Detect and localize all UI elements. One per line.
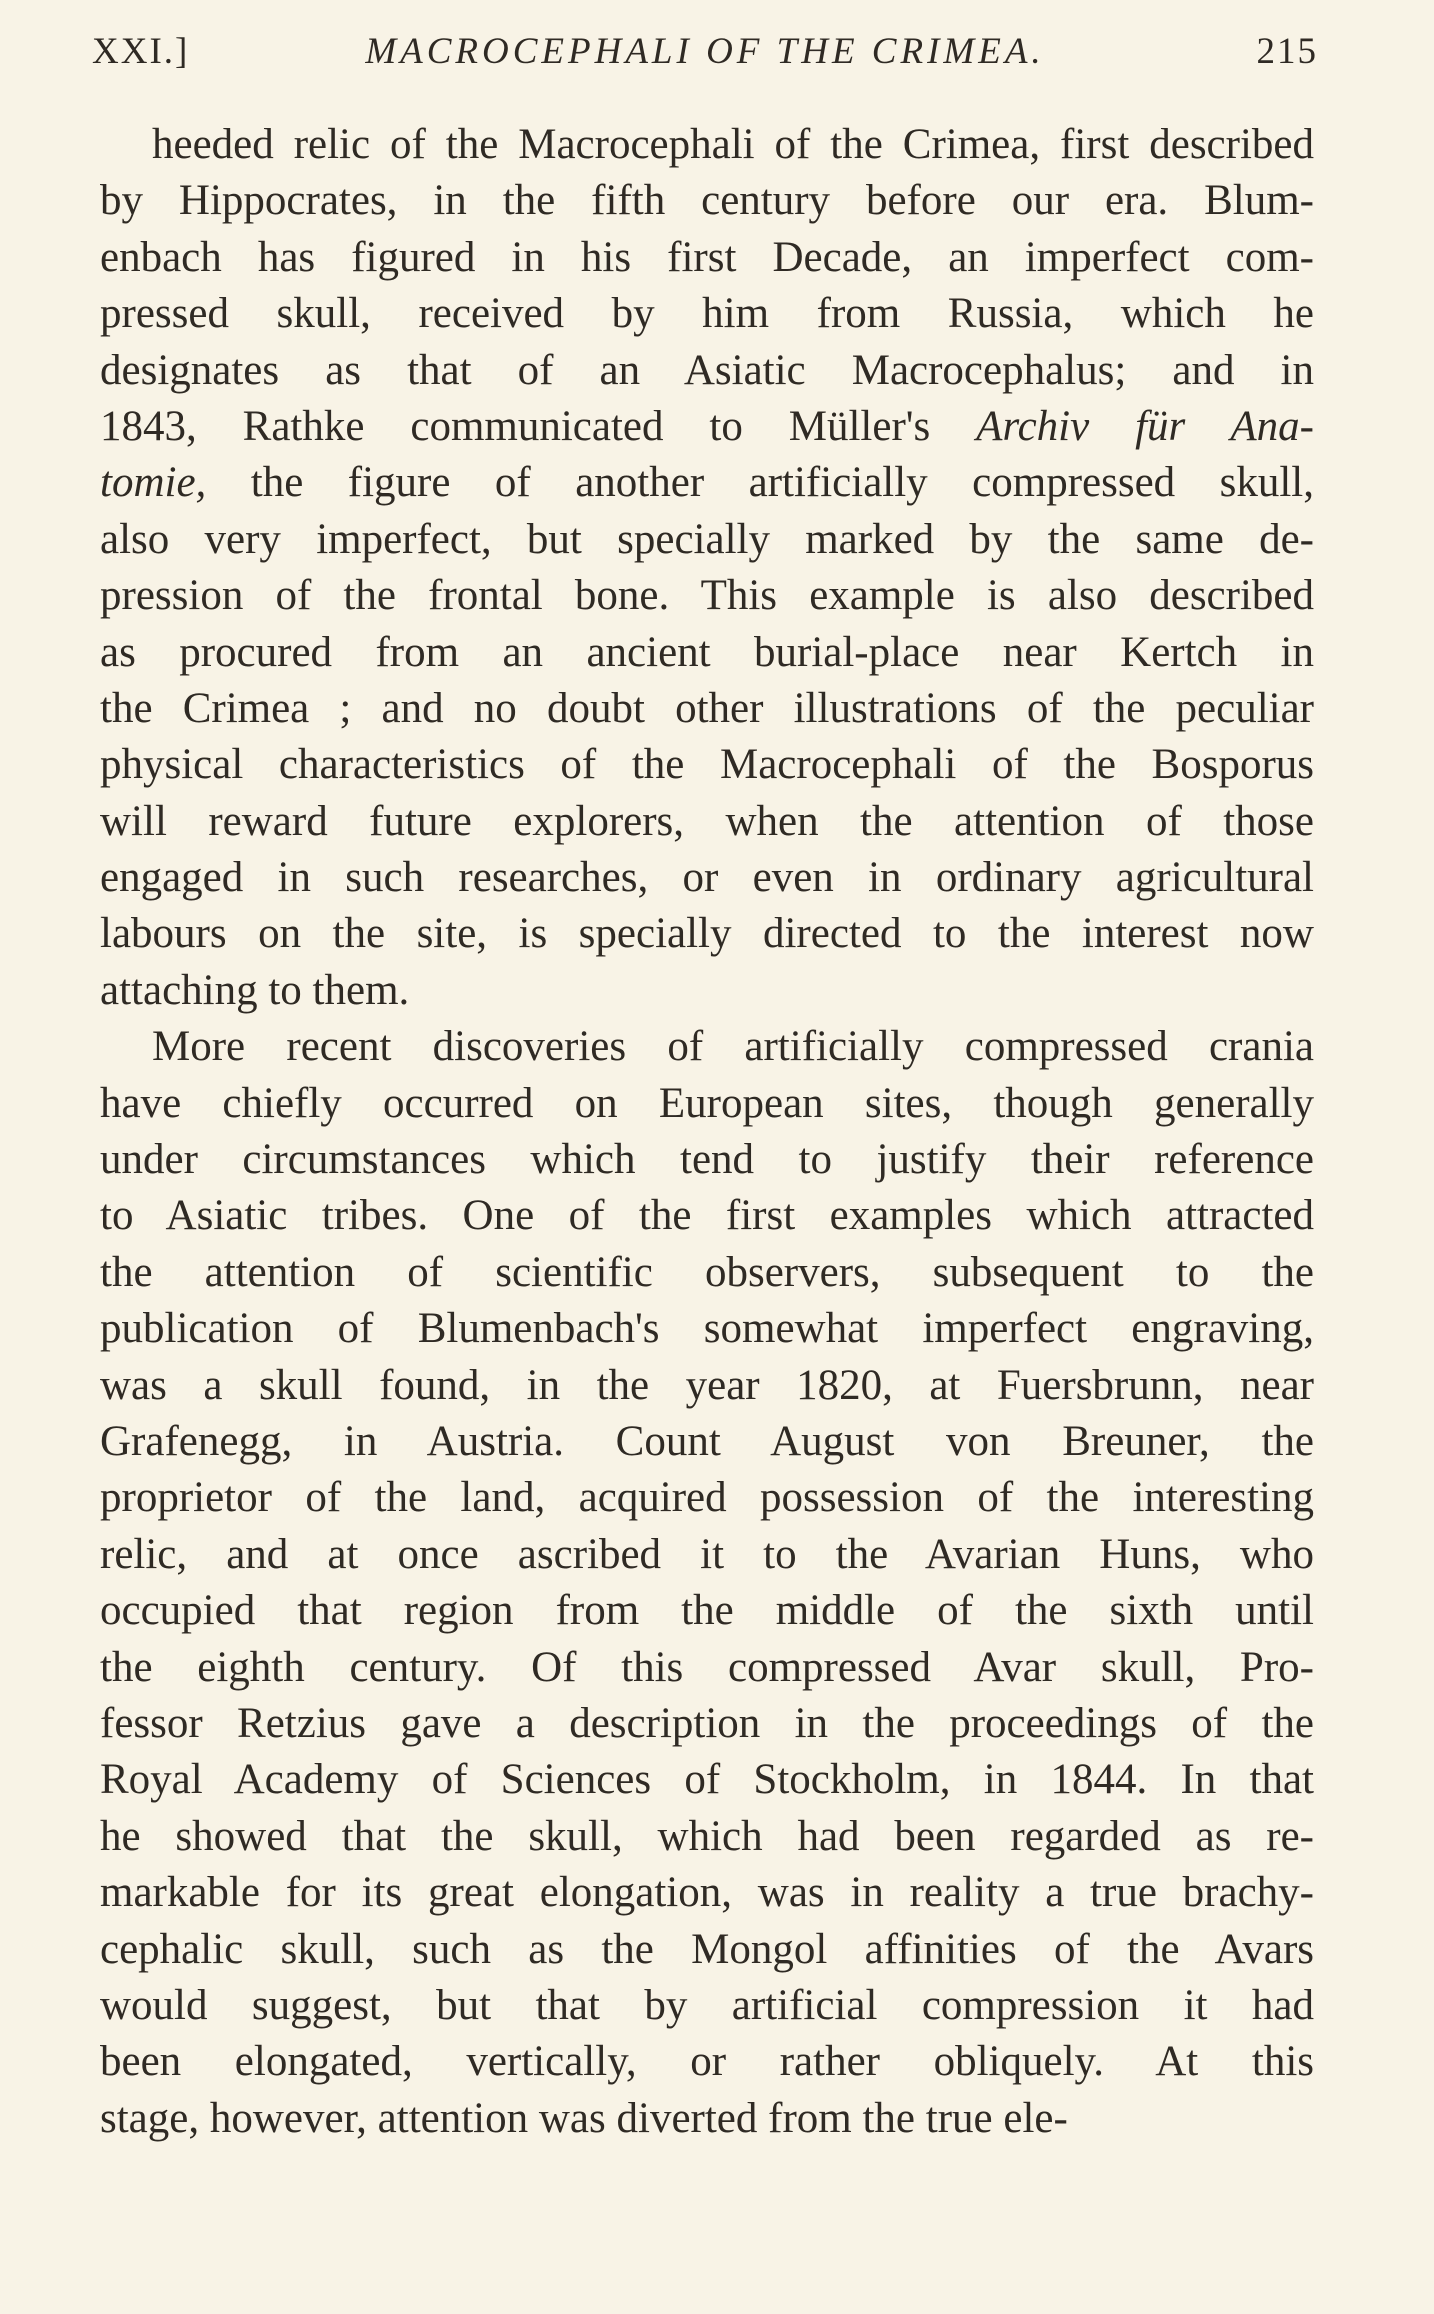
text-line: have chiefly occurred on European sites, though generally [100,1079,1314,1127]
text-line: Royal Academy of Sciences of Stockholm, in 1844. In that [100,1756,1314,1804]
chapter-number: XXI.] [92,31,190,72]
text-line [100,455,1314,511]
text-line [100,399,1314,455]
text-line: relic, and at once ascribed it to the Avarian Huns, who [100,1530,1314,1578]
paragraph-1 [100,117,1314,1019]
text-line: stage, however, attention was diverted from the true ele- [100,2094,1068,2142]
text-run: the figure of another artificially compressed skull, [206,459,1314,507]
italic-title: tomie, [100,459,207,507]
text-line: designates as that of an Asiatic Macrocephalus; and in [100,346,1314,394]
body-text [100,117,1314,2147]
paragraph-2 [100,1019,1314,2147]
text-line: to Asiatic tribes. One of the first examples which attracted [100,1192,1314,1240]
text-line: fessor Retzius gave a description in the proceedings of the [100,1699,1314,1747]
italic-title: Archiv für Ana- [976,402,1314,450]
text-line: heeded relic of the Macrocephali of the Crimea, first described [152,121,1314,168]
text-line: physical characteristics of the Macrocephali of the Bosporus [100,741,1314,789]
text-line: the Crimea ; and no doubt other illustrations of the peculiar [100,684,1314,732]
text-line: as procured from an ancient burial-place near Kertch in [100,628,1314,676]
text-run: 1843, Rathke communicated to Müller's [100,402,977,450]
text-line: cephalic skull, such as the Mongol affinities of the Avars [100,1925,1314,1973]
text-line: he showed that the skull, which had been regarded as re- [100,1812,1314,1860]
text-line: the attention of scientific observers, subsequent to the [100,1248,1314,1296]
text-line: proprietor of the land, acquired possession of the interesting [100,1474,1314,1522]
running-header [92,30,1318,80]
text-line: attaching to them. [100,966,410,1014]
page-number: 215 [1256,31,1318,72]
text-line: Grafenegg, in Austria. Count August von Breuner, the [100,1417,1314,1465]
text-line: publication of Blumenbach's somewhat imperfect engraving, [100,1305,1314,1353]
text-line: by Hippocrates, in the fifth century before our era. Blum- [100,177,1314,225]
text-line: More recent discoveries of artificially compressed crania [152,1023,1314,1071]
text-line: markable for its great elongation, was in reality a true brachy- [100,1869,1314,1917]
text-line: labours on the site, is specially directed to the interest now [100,910,1314,958]
text-line: pressed skull, received by him from Russia, which he [100,290,1314,338]
text-line: occupied that region from the middle of the sixth until [100,1587,1314,1635]
text-line: been elongated, vertically, or rather obliquely. At this [100,2038,1314,2086]
text-line: would suggest, but that by artificial compression it had [100,1981,1314,2029]
text-line: pression of the frontal bone. This example is also described [100,572,1314,620]
text-line: will reward future explorers, when the attention of those [100,797,1314,845]
text-line: the eighth century. Of this compressed Avar skull, Pro- [100,1643,1314,1691]
running-title: MACROCEPHALI OF THE CRIMEA. [365,31,1045,72]
text-line: engaged in such researches, or even in ordinary agricultural [100,854,1314,902]
text-line: also very imperfect, but specially marked by the same de- [100,515,1314,563]
text-line: enbach has figured in his first Decade, an imperfect com- [100,233,1314,281]
text-line: under circumstances which tend to justify their reference [100,1136,1314,1184]
text-line: was a skull found, in the year 1820, at Fuersbrunn, near [100,1361,1314,1409]
